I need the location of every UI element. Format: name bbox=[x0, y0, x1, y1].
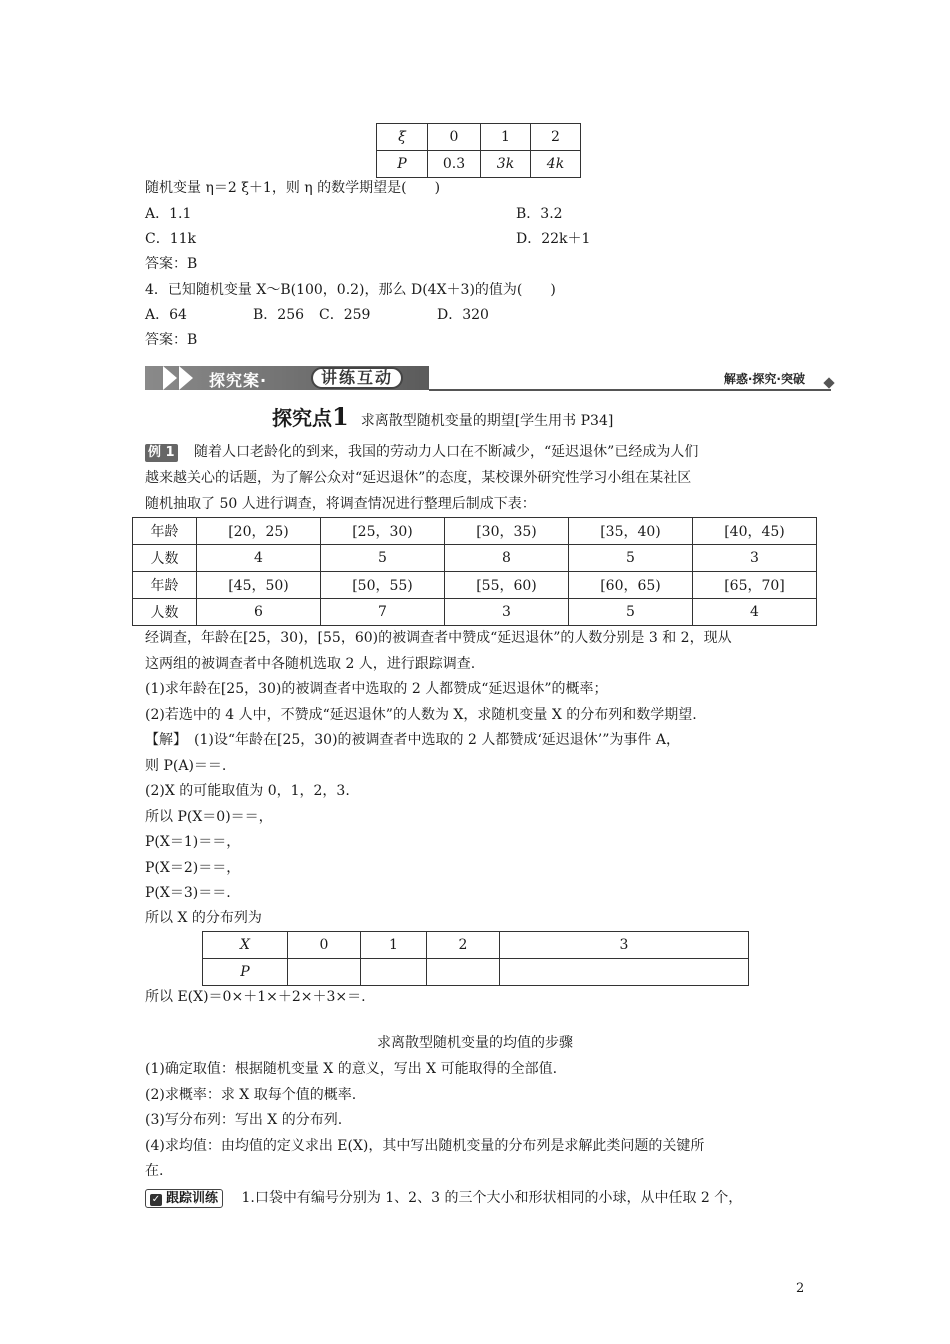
banner-highlight: 讲练互动 bbox=[311, 367, 403, 389]
table-cell: [45，50) bbox=[197, 572, 321, 599]
distribution-table bbox=[376, 123, 581, 178]
question-stem: 随机变量 η＝2 ξ＋1，则 η 的数学期望是( ) bbox=[145, 180, 441, 196]
body-line: 则 P(A)＝＝. bbox=[145, 758, 227, 774]
table-cell bbox=[427, 959, 500, 986]
option-b: B．3.2 bbox=[516, 206, 563, 222]
section-title-number: 1 bbox=[332, 402, 349, 431]
table-cell: 3 bbox=[693, 545, 817, 572]
table-cell: 3 bbox=[500, 932, 749, 959]
table-cell: 1 bbox=[481, 124, 531, 151]
training-line bbox=[145, 1188, 742, 1208]
option-d: D．320 bbox=[437, 307, 489, 323]
section-title-label: 探究点 bbox=[272, 406, 332, 430]
option-c: C．11k bbox=[145, 231, 197, 247]
table-cell: 5 bbox=[321, 545, 445, 572]
body-line: P(X＝2)＝＝， bbox=[145, 860, 241, 876]
table-row bbox=[133, 518, 817, 545]
table-cell: 3 bbox=[445, 599, 569, 626]
solution-line: 【解】 (1)设“年龄在[25，30)的被调查者中选取的 2 人都赞成‘延迟退休’”为事件 A， bbox=[145, 732, 680, 748]
option-a: A．64 bbox=[145, 307, 187, 323]
training-tag bbox=[145, 1189, 223, 1208]
section-title bbox=[272, 402, 613, 431]
table-cell: 0 bbox=[428, 124, 481, 151]
banner-rule bbox=[429, 389, 831, 391]
table-cell: [55，60) bbox=[445, 572, 569, 599]
table-cell: [60，65) bbox=[569, 572, 693, 599]
option-a: A．1.1 bbox=[145, 206, 192, 222]
example-text: 随着人口老龄化的到来，我国的劳动力人口在不断减少，“延迟退休”已经成为人们 bbox=[194, 444, 699, 460]
table-cell bbox=[361, 959, 427, 986]
body-line: (2)X 的可能取值为 0，1，2，3. bbox=[145, 783, 350, 799]
table-cell: 5 bbox=[569, 599, 693, 626]
table-cell: ξ bbox=[377, 124, 428, 151]
question-stem: 4．已知随机变量 X～B(100，0.2)，那么 D(4X＋3)的值为( ) bbox=[145, 282, 556, 298]
example-line bbox=[145, 442, 698, 462]
table-cell: [20，25) bbox=[197, 518, 321, 545]
banner-label: 探究案· bbox=[209, 371, 268, 390]
table-cell: 人数 bbox=[133, 599, 197, 626]
table-cell bbox=[500, 959, 749, 986]
section-title-text: 求离散型随机变量的期望[学生用书 P34] bbox=[360, 413, 614, 429]
table-row bbox=[377, 151, 581, 178]
table-row bbox=[133, 545, 817, 572]
age-table bbox=[132, 517, 817, 626]
example-line: 越来越关心的话题，为了解公众对“延迟退休”的态度，某校课外研究性学习小组在某社区 bbox=[145, 470, 692, 486]
option-b: B．256 bbox=[253, 307, 305, 323]
banner-subtitle: 解惑·探究·突破 bbox=[723, 372, 805, 386]
table-cell: [40，45) bbox=[693, 518, 817, 545]
body-line: 所以 P(X＝0)＝＝， bbox=[145, 809, 273, 825]
table-cell: 2 bbox=[531, 124, 581, 151]
training-tag-label: 跟踪训练 bbox=[166, 1191, 219, 1206]
method-step: 在. bbox=[145, 1163, 164, 1179]
method-title: 求离散型随机变量的均值的步骤 bbox=[377, 1035, 573, 1051]
table-cell: X bbox=[203, 932, 288, 959]
table-cell: 7 bbox=[321, 599, 445, 626]
table-cell: 3k bbox=[481, 151, 531, 178]
answer: 答案：B bbox=[145, 256, 198, 272]
chevron-right-icon bbox=[179, 366, 193, 390]
method-step: (4)求均值：由均值的定义求出 E(X)，其中写出随机变量的分布列是求解此类问题的关键所 bbox=[145, 1138, 705, 1154]
table-cell: 年龄 bbox=[133, 518, 197, 545]
example-line: 随机抽取了 50 人进行调查，将调查情况进行整理后制成下表： bbox=[145, 496, 536, 512]
table-row bbox=[377, 124, 581, 151]
body-line: (2)若选中的 4 人中，不赞成“延迟退休”的人数为 X，求随机变量 X 的分布列和数学期望. bbox=[145, 707, 697, 723]
table-cell: [25，30) bbox=[321, 518, 445, 545]
table-cell: 6 bbox=[197, 599, 321, 626]
option-d: D．22k＋1 bbox=[516, 231, 591, 247]
body-line: 所以 X 的分布列为 bbox=[145, 910, 262, 926]
table-cell: 2 bbox=[427, 932, 500, 959]
answer: 答案：B bbox=[145, 332, 198, 348]
table-cell: 年龄 bbox=[133, 572, 197, 599]
method-step: (3)写分布列：写出 X 的分布列. bbox=[145, 1112, 343, 1128]
section-banner bbox=[145, 362, 835, 394]
table-cell bbox=[288, 959, 361, 986]
table-cell: P bbox=[377, 151, 428, 178]
table-cell: 人数 bbox=[133, 545, 197, 572]
table-row bbox=[203, 959, 749, 986]
table-row bbox=[203, 932, 749, 959]
table-cell: 8 bbox=[445, 545, 569, 572]
table-row bbox=[133, 599, 817, 626]
table-cell: 1 bbox=[361, 932, 427, 959]
body-line: 经调查，年龄在[25，30)，[55，60)的被调查者中赞成“延迟退休”的人数分别是 3 和 2，现从 bbox=[145, 630, 732, 646]
training-text: 1.口袋中有编号分别为 1、2、3 的三个大小和形状相同的小球，从中任取 2 个， bbox=[241, 1190, 743, 1206]
expectation-line: 所以 E(X)＝0×＋1×＋2×＋3×＝. bbox=[145, 989, 366, 1005]
diamond-icon bbox=[823, 377, 834, 388]
body-line: 这两组的被调查者中各随机选取 2 人，进行跟踪调查. bbox=[145, 656, 476, 672]
body-line: P(X＝1)＝＝， bbox=[145, 834, 241, 850]
table-cell: 0.3 bbox=[428, 151, 481, 178]
body-line: (1)求年龄在[25，30)的被调查者中选取的 2 人都赞成“延迟退休”的概率； bbox=[145, 681, 608, 697]
table-cell: [30，35) bbox=[445, 518, 569, 545]
method-step: (2)求概率：求 X 取每个值的概率. bbox=[145, 1087, 357, 1103]
table-cell: [65，70] bbox=[693, 572, 817, 599]
method-step: (1)确定取值：根据随机变量 X 的意义，写出 X 可能取得的全部值. bbox=[145, 1061, 558, 1077]
table-cell: 4k bbox=[531, 151, 581, 178]
example-tag: 例 1 bbox=[145, 444, 178, 462]
option-c: C．259 bbox=[319, 307, 371, 323]
table-cell: 0 bbox=[288, 932, 361, 959]
table-cell: [50，55) bbox=[321, 572, 445, 599]
x-distribution-table bbox=[202, 931, 749, 986]
check-icon: ✓ bbox=[151, 1194, 161, 1205]
table-cell: 4 bbox=[197, 545, 321, 572]
page-number: 2 bbox=[796, 1281, 805, 1296]
table-cell: [35，40) bbox=[569, 518, 693, 545]
body-line: P(X＝3)＝＝. bbox=[145, 885, 231, 901]
table-row bbox=[133, 572, 817, 599]
chevron-right-icon bbox=[163, 366, 177, 390]
table-cell: 5 bbox=[569, 545, 693, 572]
table-cell: P bbox=[203, 959, 288, 986]
table-cell: 4 bbox=[693, 599, 817, 626]
